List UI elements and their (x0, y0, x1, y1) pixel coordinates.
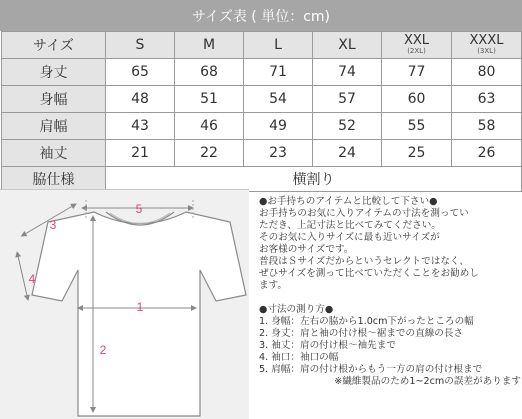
table-cell: 25 (382, 140, 452, 167)
size-header-s: S (106, 32, 175, 59)
table-cell: 52 (313, 113, 382, 140)
how-to-measure (259, 304, 521, 388)
tolerance-note: ※繊維製品のため1~2cmの誤差があります (334, 376, 521, 387)
table-cell: 43 (106, 113, 175, 140)
measure-label-2: 2 (99, 343, 107, 357)
size-table (1, 31, 522, 192)
size-header-row (2, 32, 522, 59)
size-header-xl: XL (313, 32, 382, 59)
cuff-arrow (18, 256, 28, 300)
row-label: 袖丈 (2, 140, 106, 167)
table-row-side-seam (2, 167, 522, 192)
compare-paragraph: お手持ちのお気に入りアイテムの寸法を測ってい ただき、上記寸法と比べてみてください。 そのお気に入りサイズに最も近いサイズが お客様のサイズです。 普段はＳサイズだからというセレクトではなく、 ぜひサイズを測って比べていただくことをお勧めし ます。 (259, 208, 479, 291)
row-label: 肩幅 (2, 113, 106, 140)
how-item: 1. 身幅：左右の脇から1.0cm下がったところの幅 (259, 316, 474, 327)
table-cell: 80 (452, 59, 522, 86)
size-header-xxxl: XXXL (3XL) (452, 32, 522, 59)
table-cell: 71 (244, 59, 313, 86)
table-cell: 24 (313, 140, 382, 167)
table-row-length (2, 59, 522, 86)
table-row-width (2, 86, 522, 113)
how-item: 2. 身丈：肩と袖の付け根～裾までの直線の長さ (259, 328, 464, 339)
table-cell: 23 (244, 140, 313, 167)
row-label: 身丈 (2, 59, 106, 86)
tshirt-shape (32, 212, 246, 416)
table-cell: 55 (382, 113, 452, 140)
compare-heading: ●お手持ちのアイテムと比較して下さい● (259, 196, 438, 207)
table-cell: 74 (313, 59, 382, 86)
table-cell: 60 (382, 86, 452, 113)
table-cell: 49 (244, 113, 313, 140)
table-cell: 26 (452, 140, 522, 167)
measure-label-3: 3 (49, 218, 57, 232)
table-cell: 57 (313, 86, 382, 113)
size-chart-title: サイズ表 ( 単位：cm) (0, 0, 522, 31)
table-cell: 54 (244, 86, 313, 113)
measure-label-5: 5 (135, 202, 143, 216)
table-cell: 48 (106, 86, 175, 113)
table-cell: 22 (175, 140, 244, 167)
table-row-sleeve (2, 140, 522, 167)
how-item: 5. 肩幅：肩の付け根からもう一方の肩の付け根まで (259, 364, 483, 375)
table-cell: 46 (175, 113, 244, 140)
size-header-l: L (244, 32, 313, 59)
table-row-shoulder (2, 113, 522, 140)
table-cell: 58 (452, 113, 522, 140)
size-header-m: M (175, 32, 244, 59)
size-header-label: サイズ (2, 32, 106, 59)
tshirt-measurement-svg (0, 190, 249, 419)
how-item: 4. 袖口：袖口の幅 (259, 352, 339, 363)
row-label: 脇仕様 (2, 167, 106, 192)
measurement-notes (259, 196, 521, 388)
table-cell: 65 (106, 59, 175, 86)
table-cell: 68 (175, 59, 244, 86)
table-cell: 21 (106, 140, 175, 167)
table-cell: 51 (175, 86, 244, 113)
table-cell: 63 (452, 86, 522, 113)
how-item: 3. 袖丈：肩の付け根～袖先まで (259, 340, 396, 351)
side-seam-value: 横割り (106, 167, 522, 192)
how-heading: ●寸法の測り方● (259, 304, 334, 315)
size-header-xxl: XXL (2XL) (382, 32, 452, 59)
measure-label-4: 4 (28, 272, 36, 286)
tshirt-diagram (0, 189, 249, 419)
table-cell: 77 (382, 59, 452, 86)
measure-label-1: 1 (136, 300, 144, 314)
row-label: 身幅 (2, 86, 106, 113)
